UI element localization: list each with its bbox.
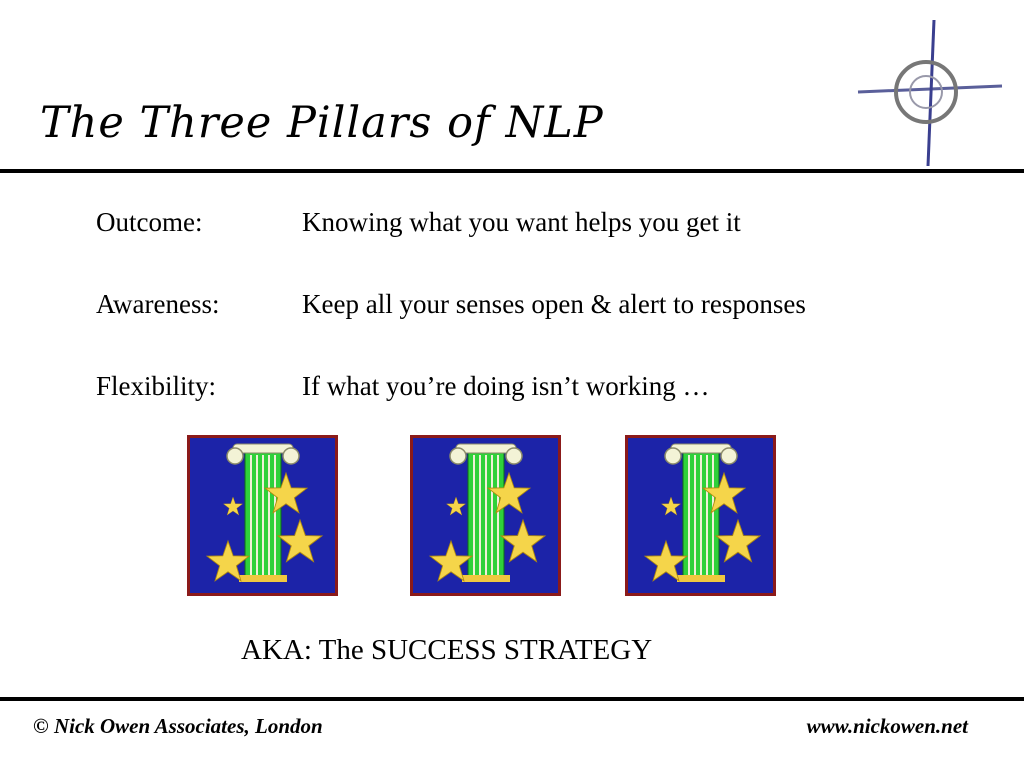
footer-divider	[0, 697, 1024, 701]
pillar-description: Knowing what you want helps you get it	[302, 207, 741, 237]
pillar-with-stars-icon	[187, 435, 338, 596]
pillar-term: Awareness:	[96, 289, 220, 319]
pillar-description: Keep all your senses open & alert to responses	[302, 289, 806, 319]
page-title: The Three Pillars of NLP	[40, 98, 604, 148]
pillar-with-stars-icon	[625, 435, 776, 596]
crosshair-logo-icon	[850, 18, 1010, 168]
title-divider	[0, 169, 1024, 173]
pillar-description: If what you’re doing isn’t working …	[302, 371, 710, 401]
pillar-with-stars-icon	[410, 435, 561, 596]
footer-copyright: © Nick Owen Associates, London	[33, 714, 323, 738]
aka-caption: AKA: The SUCCESS STRATEGY	[241, 634, 653, 666]
pillar-term: Outcome:	[96, 207, 203, 237]
footer-website: www.nickowen.net	[806, 714, 968, 738]
pillar-term: Flexibility:	[96, 371, 217, 401]
